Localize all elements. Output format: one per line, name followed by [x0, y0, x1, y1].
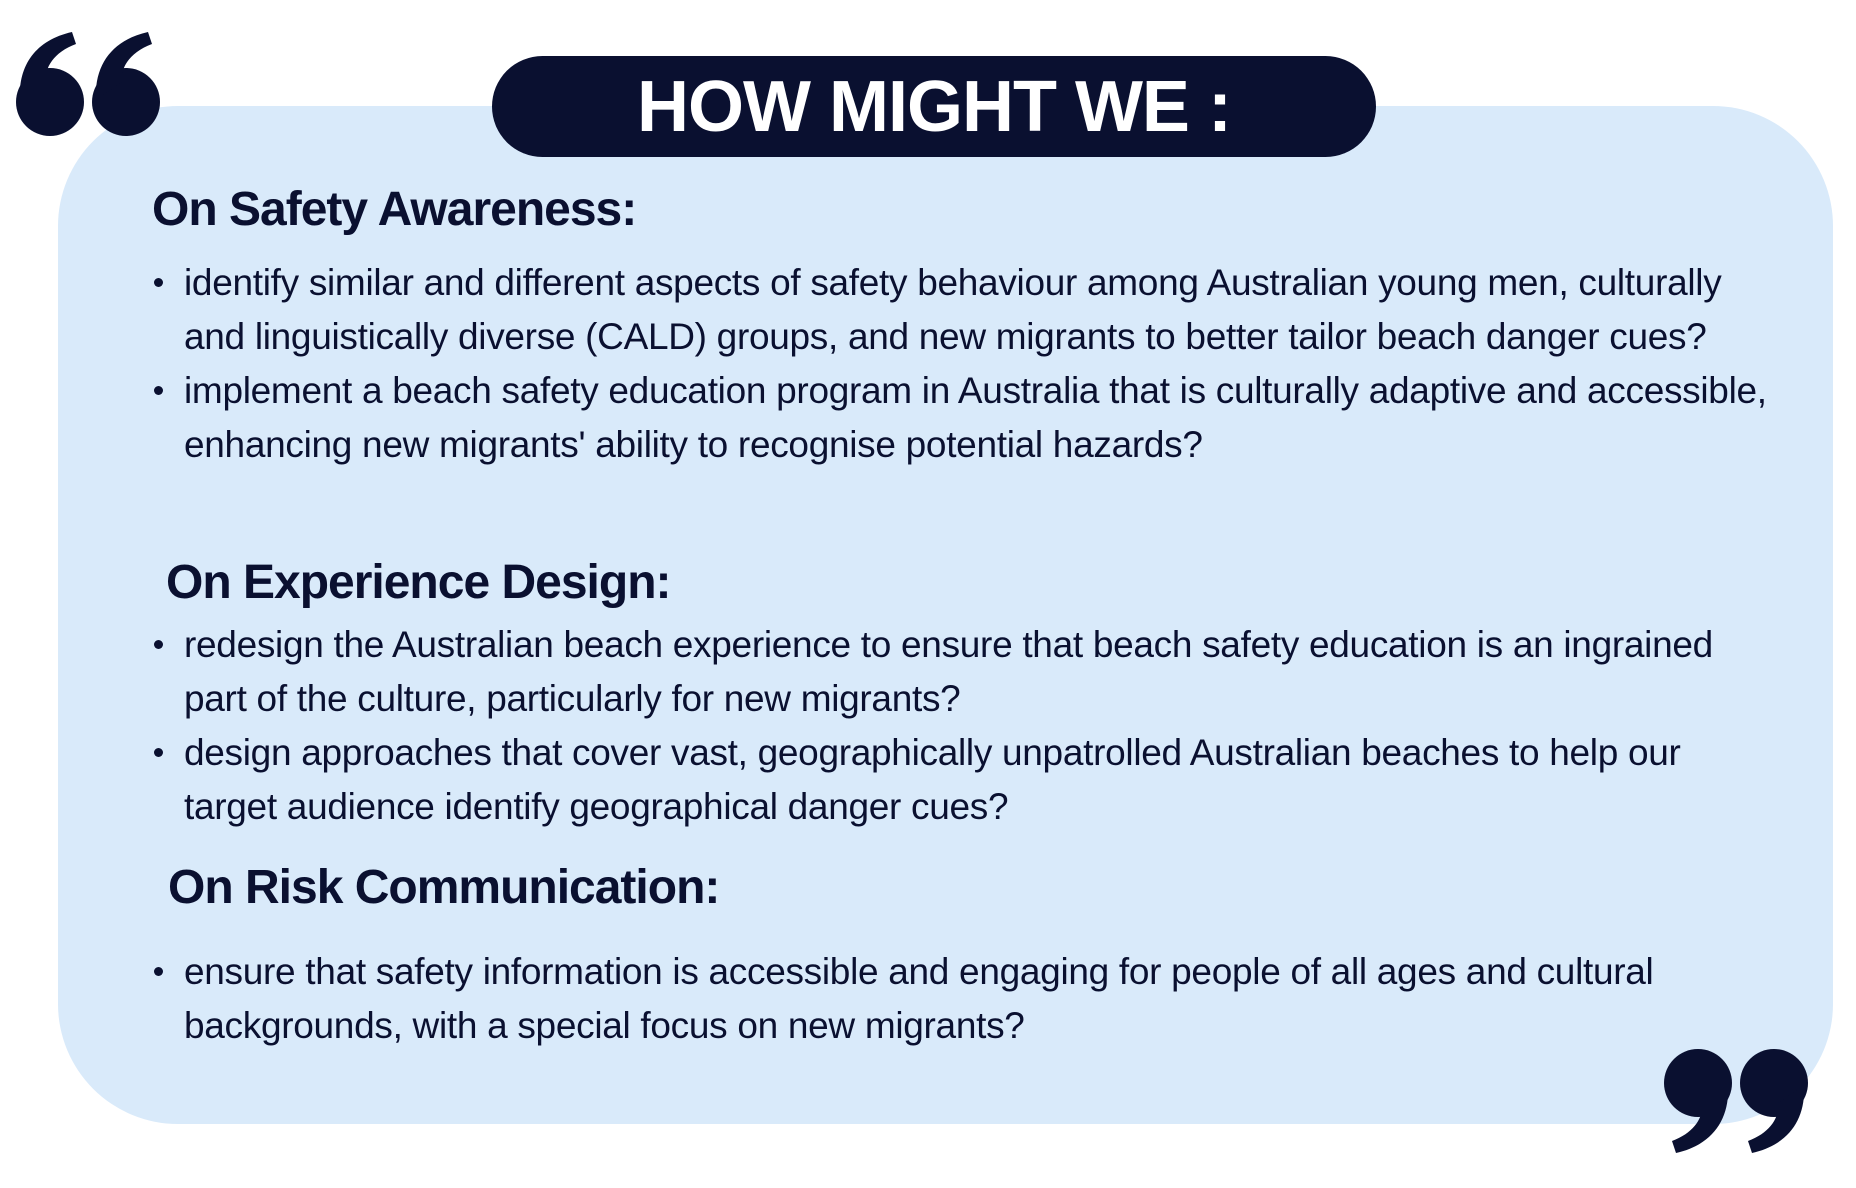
- bullet-dot-icon: [154, 640, 163, 649]
- bullet-dot-icon: [154, 386, 163, 395]
- section-heading-experience-design: On Experience Design:: [166, 556, 671, 609]
- list-item: [150, 726, 1770, 834]
- bullet-dot-icon: [154, 278, 163, 287]
- list-item-text: implement a beach safety education program in Australia that is culturally adaptive and accessible, enhancing new migrants' ability to recognise potential hazards?: [184, 370, 1767, 465]
- list-item-text: identify similar and different aspects of safety behaviour among Australian young men, culturally and linguistically diverse (CALD) groups, and new migrants to better tailor beach danger cues?: [184, 262, 1722, 357]
- bullet-dot-icon: [154, 748, 163, 757]
- open-quote-icon: [14, 30, 164, 140]
- experience-design-list: [150, 618, 1770, 834]
- bullet-dot-icon: [154, 967, 163, 976]
- section-heading-risk-communication: On Risk Communication:: [168, 861, 720, 914]
- list-item: [150, 256, 1770, 364]
- list-item: [150, 364, 1770, 472]
- section-heading-safety-awareness: On Safety Awareness:: [152, 183, 637, 236]
- close-quote-icon: [1662, 1045, 1812, 1155]
- list-item: [150, 945, 1770, 1053]
- title-banner: [492, 56, 1376, 157]
- list-item-text: redesign the Australian beach experience to ensure that beach safety education is an ingrained part of the culture, particularly for new migrants?: [184, 624, 1713, 719]
- list-item: [150, 618, 1770, 726]
- page-title: HOW MIGHT WE :: [637, 66, 1231, 147]
- list-item-text: ensure that safety information is accessible and engaging for people of all ages and cultural backgrounds, with a special focus on new migrants?: [184, 951, 1654, 1046]
- risk-communication-list: [150, 945, 1770, 1053]
- list-item-text: design approaches that cover vast, geographically unpatrolled Australian beaches to help our target audience identify geographical danger cues?: [184, 732, 1681, 827]
- safety-awareness-list: [150, 256, 1770, 472]
